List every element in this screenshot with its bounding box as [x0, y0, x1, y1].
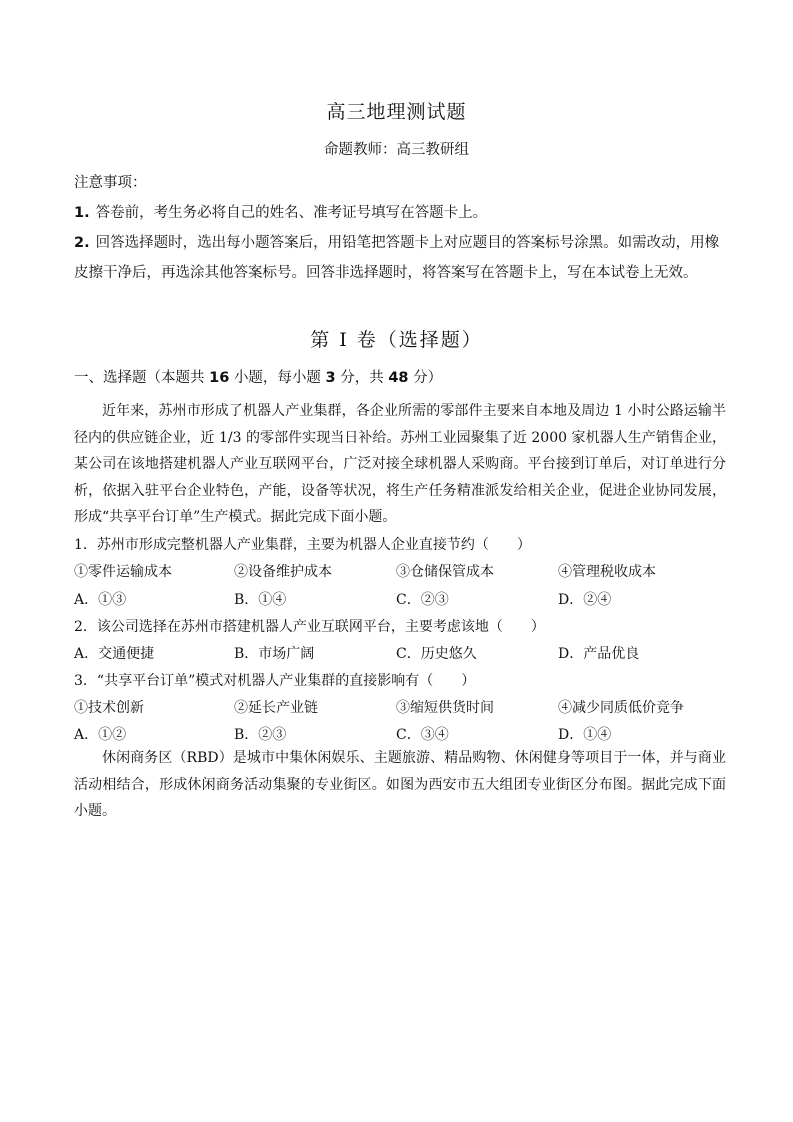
option-c: C．③④ — [396, 727, 449, 743]
notice-item-text: 答卷前，考生务必将自己的姓名、准考证号填写在答题卡上。 — [95, 205, 488, 221]
option-b: B．①④ — [234, 592, 287, 608]
section-score: 3 — [325, 370, 336, 386]
section-mid2: 分，共 — [340, 370, 384, 386]
section-mid1: 小题，每小题 — [233, 370, 321, 386]
option-a: A．交通便捷 — [74, 646, 155, 662]
option-c: C．②③ — [396, 592, 449, 608]
author-line: 命题教师：高三教研组 — [324, 142, 469, 158]
section-suffix: 分） — [413, 370, 443, 386]
item: ②设备维护成本 — [234, 564, 332, 580]
section-prefix: 一、选择题（本题共 — [74, 370, 205, 386]
option-a: A．①③ — [74, 592, 127, 608]
item: ④减少同质低价竞争 — [558, 700, 684, 716]
page-title: 高三地理测试题 — [326, 101, 467, 123]
item: ③缩短供货时间 — [396, 700, 494, 716]
item: ④管理税收成本 — [558, 564, 656, 580]
question-2-options — [74, 643, 734, 663]
question-1-options — [74, 589, 734, 609]
option-c: C．历史悠久 — [396, 646, 477, 662]
notice-item-number: 2. — [74, 235, 90, 251]
item: ①零件运输成本 — [74, 564, 172, 580]
section-count: 16 — [209, 370, 230, 386]
question-3-items — [74, 697, 734, 717]
option-a: A．①② — [74, 727, 127, 743]
item: ②延长产业链 — [234, 700, 318, 716]
option-b: B．②③ — [234, 727, 287, 743]
option-d: D．产品优良 — [558, 646, 640, 662]
section-total: 48 — [388, 370, 409, 386]
volume-title: 第 Ⅰ 卷（选择题） — [310, 329, 483, 351]
question-3-options — [74, 724, 734, 744]
notice-item-1 — [74, 198, 724, 228]
option-d: D．②④ — [558, 592, 612, 608]
question-3-stem: 3．“共享平台订单”模式对机器人产业集群的直接影响有（ ） — [74, 673, 476, 689]
item: ③仓储保管成本 — [396, 564, 494, 580]
notice-item-number: 1. — [74, 205, 90, 221]
notice-item-2 — [74, 228, 724, 288]
notice-heading: 注意事项： — [74, 175, 147, 191]
notice-item-text: 回答选择题时，选出每小题答案后，用铅笔把答题卡上对应题目的答案标号涂黑。如需改动，用橡皮擦干净后，再选涂其他答案标号。回答非选择题时，将答案写在答题卡上，写在本试卷上无效。 — [74, 235, 720, 281]
option-b: B．市场广阔 — [234, 646, 315, 662]
passage-1: 近年来，苏州市形成了机器人产业集群，各企业所需的零部件主要来自本地及周边 1 小时公路运输半径内的供应链企业，近 1/3 的零部件实现当日补给。苏州工业园聚集了近 2000 家机器人生产销售企业，某公司在该地搭建机器人产业互联网平台，广泛对接全球机器人采购商。平台接到订单后，对订单进行分析，依据入驻平台企业特色，产能，设备等状况，将生产任务精准派发给相关企业，促进企业协同发展，形成“共享平台订单”生产模式。据此完成下面小题。 — [74, 403, 726, 525]
question-1-stem: 1．苏州市形成完整机器人产业集群，主要为机器人企业直接节约（ ） — [74, 537, 531, 553]
passage-2: 休闲商务区（RBD）是城市中集休闲娱乐、主题旅游、精品购物、休闲健身等项目于一体，并与商业活动相结合，形成休闲商务活动集聚的专业街区。如图为西安市五大组团专业街区分布图。据此完成下面小题。 — [74, 750, 726, 819]
option-d: D．①④ — [558, 727, 612, 743]
question-1-items — [74, 561, 734, 581]
item: ①技术创新 — [74, 700, 144, 716]
question-2-stem: 2．该公司选择在苏州市搭建机器人产业互联网平台，主要考虑该地（ ） — [74, 619, 545, 635]
section-heading — [74, 366, 442, 387]
